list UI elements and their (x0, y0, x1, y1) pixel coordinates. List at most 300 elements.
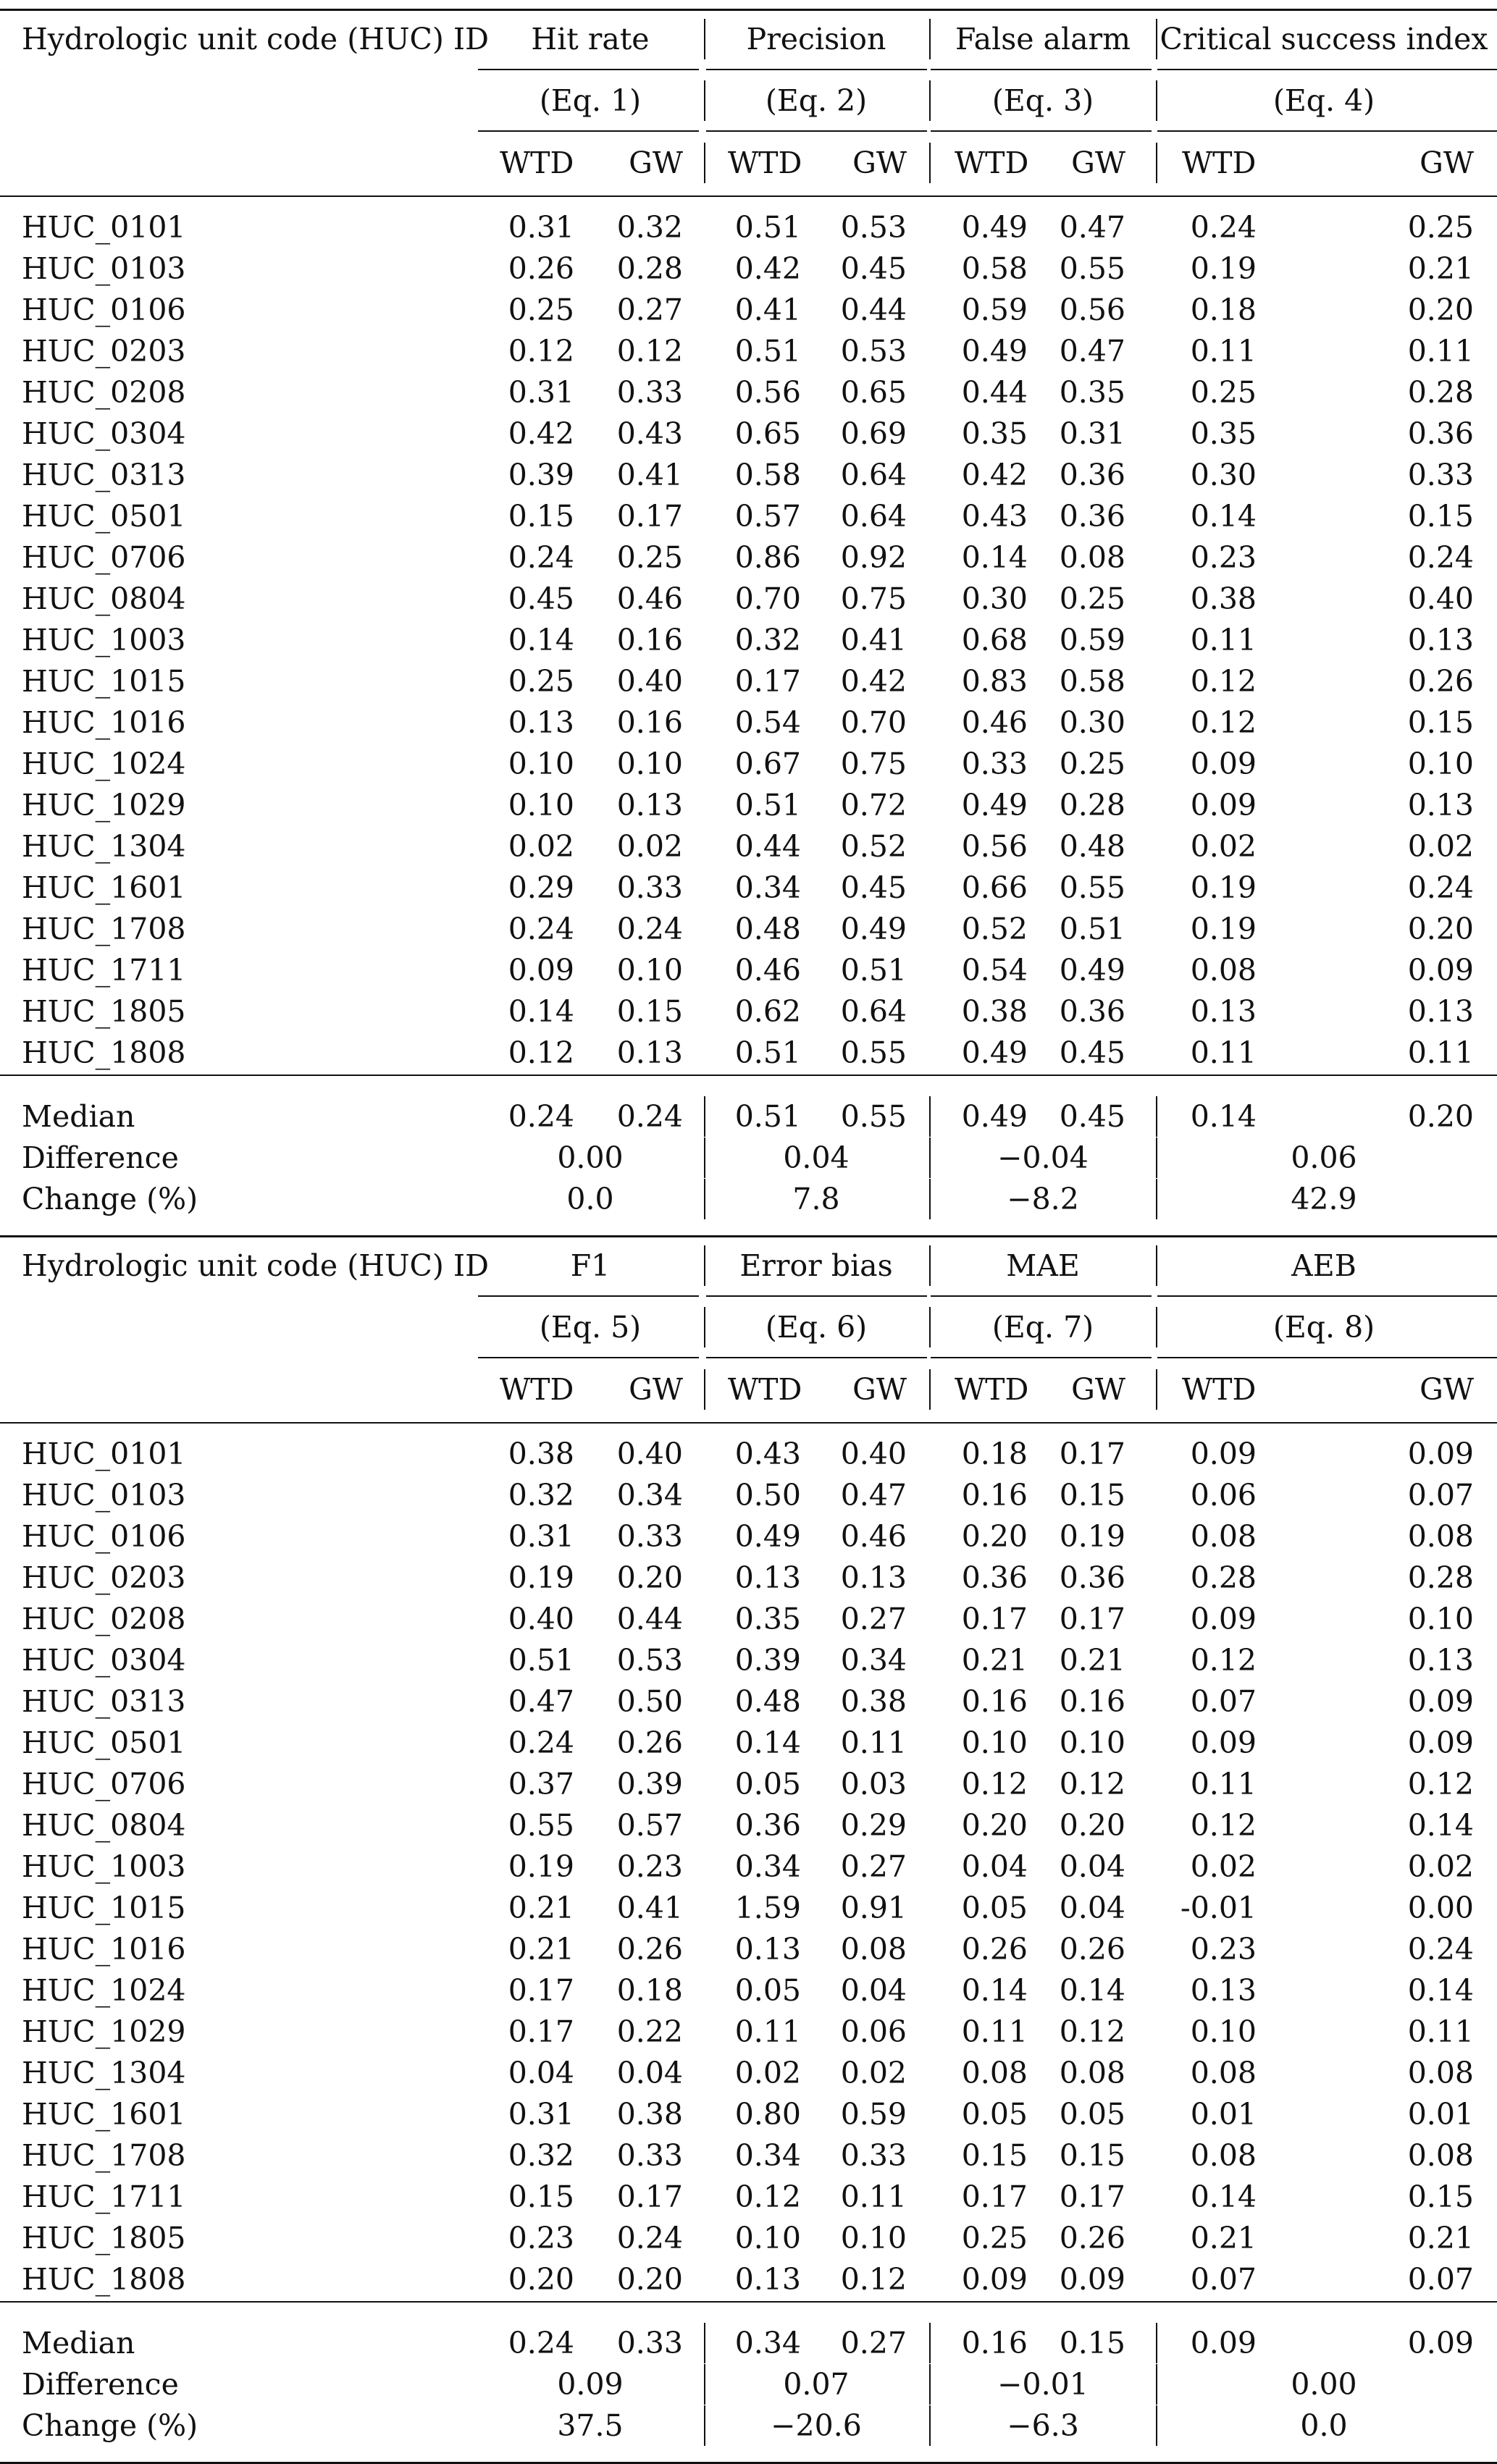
metric-value-cell: 0.33 (616, 870, 683, 905)
column-divider (1156, 143, 1157, 183)
metric-value-cell: 0.53 (840, 210, 907, 245)
metric-value-cell: 0.59 (840, 2097, 907, 2132)
equation-reference: (Eq. 4) (1272, 83, 1375, 118)
metric-value-cell: 0.40 (1407, 581, 1474, 616)
metric-value-cell: 0.12 (508, 1035, 574, 1070)
metric-value-cell: 0.02 (508, 829, 574, 864)
metric-value-cell: 0.57 (616, 1808, 683, 1843)
metric-value-cell: 0.08 (1190, 953, 1257, 988)
wtd-column-header: WTD (500, 146, 574, 180)
metric-value-cell: 0.21 (508, 1932, 574, 1967)
metric-value-cell: 0.26 (1059, 1932, 1125, 1967)
metric-value-cell: 0.33 (616, 2138, 683, 2173)
huc-id-cell: HUC_0304 (22, 416, 186, 451)
metric-value-cell: 0.14 (1407, 1973, 1474, 2008)
metric-value-cell: 0.10 (616, 747, 683, 781)
id-column-header: Hydrologic unit code (HUC) ID (22, 1248, 489, 1283)
equation-reference: (Eq. 7) (991, 1310, 1094, 1345)
column-divider (1156, 80, 1157, 121)
metric-value-cell: 0.27 (840, 1602, 907, 1636)
metric-value-cell: 0.20 (508, 2262, 574, 2297)
metric-value-cell: 0.40 (616, 1437, 683, 1471)
equation-underline-rule (931, 130, 1152, 132)
metric-value-cell: 0.08 (1190, 2138, 1257, 2173)
metric-value-cell: 0.65 (734, 416, 801, 451)
metric-value-cell: 0.38 (508, 1437, 574, 1471)
metric-value-cell: 0.20 (1407, 293, 1474, 327)
change-label: Change (%) (22, 2408, 198, 2443)
column-divider (704, 1179, 705, 1219)
huc-id-cell: HUC_1003 (22, 623, 186, 657)
metric-value-cell: 0.19 (1190, 870, 1257, 905)
metric-value-cell: 0.38 (961, 994, 1028, 1029)
metric-value-cell: 0.46 (734, 953, 801, 988)
change-value-cell: 7.8 (792, 1182, 840, 1216)
metric-value-cell: 0.33 (616, 375, 683, 410)
metric-value-cell: 0.92 (840, 540, 907, 575)
metric-value-cell: 0.51 (1059, 912, 1125, 946)
huc-id-cell: HUC_0313 (22, 1684, 186, 1719)
metric-value-cell: 0.42 (734, 251, 801, 286)
metric-value-cell: 0.04 (508, 2056, 574, 2090)
metric-value-cell: 0.20 (1407, 912, 1474, 946)
metric-value-cell: 0.08 (1190, 1519, 1257, 1554)
metric-value-cell: 0.20 (1059, 1808, 1125, 1843)
metric-value-cell: 0.35 (1190, 416, 1257, 451)
column-divider (929, 80, 931, 121)
gw-column-header: GW (1071, 1372, 1125, 1407)
huc-id-cell: HUC_1711 (22, 953, 186, 988)
metric-value-cell: 0.15 (508, 499, 574, 534)
metric-value-cell: 0.09 (1190, 747, 1257, 781)
metric-value-cell: 0.28 (1407, 375, 1474, 410)
metric-value-cell: 0.14 (1190, 2179, 1257, 2214)
huc-id-cell: HUC_1029 (22, 2014, 186, 2049)
metric-value-cell: 0.46 (616, 581, 683, 616)
metric-group-header: False alarm (955, 22, 1131, 56)
metric-value-cell: 0.12 (734, 2179, 801, 2214)
metric-value-cell: 0.29 (508, 870, 574, 905)
metric-value-cell: 0.02 (734, 2056, 801, 2090)
metric-value-cell: 0.83 (961, 664, 1028, 699)
metric-value-cell: 0.56 (961, 829, 1028, 864)
metric-value-cell: 0.26 (1407, 664, 1474, 699)
metric-value-cell: 0.48 (734, 912, 801, 946)
metric-value-cell: 0.09 (1407, 953, 1474, 988)
metric-value-cell: 0.12 (1190, 1643, 1257, 1678)
metric-value-cell: 0.30 (1190, 458, 1257, 492)
metric-value-cell: 0.44 (616, 1602, 683, 1636)
metric-value-cell: 0.64 (840, 499, 907, 534)
difference-value-cell: −0.01 (997, 2367, 1089, 2402)
huc-id-cell: HUC_0101 (22, 210, 186, 245)
metric-value-cell: 0.12 (1059, 1767, 1125, 1801)
metric-value-cell: 0.24 (1407, 1932, 1474, 1967)
equation-reference: (Eq. 6) (765, 1310, 868, 1345)
change-value-cell: −20.6 (771, 2408, 862, 2443)
column-divider (1156, 2364, 1157, 2405)
metric-value-cell: 0.05 (734, 1767, 801, 1801)
metric-value-cell: 0.47 (840, 1478, 907, 1513)
metric-value-cell: -0.01 (1180, 1891, 1257, 1925)
metric-value-cell: 0.17 (616, 2179, 683, 2214)
metric-value-cell: 0.56 (1059, 293, 1125, 327)
metric-value-cell: 0.12 (616, 334, 683, 369)
huc-id-cell: HUC_1015 (22, 664, 186, 699)
metric-value-cell: 0.13 (840, 1560, 907, 1595)
huc-id-cell: HUC_0501 (22, 499, 186, 534)
difference-label: Difference (22, 1140, 179, 1175)
metric-value-cell: 0.75 (840, 747, 907, 781)
metric-value-cell: 0.40 (616, 664, 683, 699)
metric-value-cell: 0.38 (1190, 581, 1257, 616)
metric-value-cell: 0.05 (734, 1973, 801, 2008)
huc-id-cell: HUC_0501 (22, 1725, 186, 1760)
summary-top-rule (0, 1075, 1497, 1076)
metric-value-cell: 0.30 (1059, 705, 1125, 740)
column-divider (929, 2364, 931, 2405)
metric-value-cell: 0.15 (1407, 2179, 1474, 2214)
metric-group-header: Error bias (739, 1248, 893, 1283)
metric-value-cell: 0.70 (734, 581, 801, 616)
change-value-cell: 0.0 (1300, 2408, 1348, 2443)
metric-value-cell: 0.07 (1190, 1684, 1257, 1719)
metric-value-cell: 0.15 (1059, 2138, 1125, 2173)
change-value-cell: 37.5 (557, 2408, 624, 2443)
metric-value-cell: 0.26 (1059, 2221, 1125, 2255)
metric-value-cell: 0.37 (508, 1767, 574, 1801)
metric-value-cell: 0.15 (1407, 705, 1474, 740)
huc-id-cell: HUC_0203 (22, 1560, 186, 1595)
huc-id-cell: HUC_1015 (22, 1891, 186, 1925)
metric-value-cell: 0.40 (508, 1602, 574, 1636)
metric-value-cell: 0.11 (1190, 1035, 1257, 1070)
metric-value-cell: 0.58 (734, 458, 801, 492)
metric-value-cell: 0.46 (840, 1519, 907, 1554)
metric-value-cell: 0.12 (1059, 2014, 1125, 2049)
metric-value-cell: 0.34 (734, 1849, 801, 1884)
metric-value-cell: 0.19 (508, 1560, 574, 1595)
metric-value-cell: 0.42 (840, 664, 907, 699)
metric-value-cell: 0.86 (734, 540, 801, 575)
huc-id-cell: HUC_0106 (22, 1519, 186, 1554)
metric-value-cell: 0.13 (1407, 994, 1474, 1029)
metric-value-cell: 0.54 (734, 705, 801, 740)
huc-id-cell: HUC_1024 (22, 1973, 186, 2008)
metric-value-cell: 0.28 (1190, 1560, 1257, 1595)
column-divider (704, 1369, 705, 1410)
huc-id-cell: HUC_1805 (22, 994, 186, 1029)
column-divider (929, 2405, 931, 2446)
metric-value-cell: 0.59 (1059, 623, 1125, 657)
metric-value-cell: 0.01 (1190, 2097, 1257, 2132)
metric-value-cell: 0.25 (1190, 375, 1257, 410)
huc-id-cell: HUC_0103 (22, 1478, 186, 1513)
huc-id-cell: HUC_0203 (22, 334, 186, 369)
metric-value-cell: 0.08 (1059, 2056, 1125, 2090)
huc-id-cell: HUC_1708 (22, 912, 186, 946)
difference-value-cell: 0.06 (1291, 1140, 1357, 1175)
metric-value-cell: 0.49 (961, 1035, 1028, 1070)
column-divider (1156, 19, 1157, 59)
metric-value-cell: 0.39 (508, 458, 574, 492)
gw-column-header: GW (629, 146, 683, 180)
metric-value-cell: 0.10 (1190, 2014, 1257, 2049)
metric-value-cell: 0.11 (840, 2179, 907, 2214)
metric-value-cell: 0.13 (734, 2262, 801, 2297)
metric-value-cell: 0.31 (508, 210, 574, 245)
wtd-column-header: WTD (728, 146, 802, 180)
metric-value-cell: 0.46 (961, 705, 1028, 740)
metric-value-cell: 0.15 (616, 994, 683, 1029)
metric-value-cell: 0.36 (734, 1808, 801, 1843)
metric-value-cell: 0.36 (1407, 416, 1474, 451)
metric-value-cell: 1.59 (734, 1891, 801, 1925)
median-value-cell: 0.55 (840, 1099, 907, 1134)
metric-value-cell: 0.55 (1059, 251, 1125, 286)
metric-value-cell: 0.35 (1059, 375, 1125, 410)
column-divider (1156, 1245, 1157, 1286)
metric-value-cell: 0.33 (840, 2138, 907, 2173)
metric-value-cell: 0.12 (1190, 1808, 1257, 1843)
metric-group-header: Critical success index (1160, 22, 1488, 56)
metric-value-cell: 0.49 (961, 334, 1028, 369)
metric-value-cell: 0.17 (508, 1973, 574, 2008)
metric-value-cell: 0.36 (961, 1560, 1028, 1595)
metric-value-cell: 0.45 (840, 251, 907, 286)
equation-underline-rule (706, 1357, 927, 1358)
group-underline-rule (478, 1295, 699, 1297)
equation-underline-rule (706, 130, 927, 132)
metric-value-cell: 0.41 (840, 623, 907, 657)
metric-value-cell: 0.01 (1407, 2097, 1474, 2132)
metric-value-cell: 0.17 (961, 1602, 1028, 1636)
huc-id-cell: HUC_1024 (22, 747, 186, 781)
metric-value-cell: 0.24 (508, 1725, 574, 1760)
metric-value-cell: 0.41 (734, 293, 801, 327)
median-value-cell: 0.09 (1190, 2326, 1257, 2360)
metric-value-cell: 0.08 (1407, 2138, 1474, 2173)
metric-value-cell: 0.13 (616, 1035, 683, 1070)
metric-value-cell: 0.25 (616, 540, 683, 575)
metric-value-cell: 0.04 (961, 1849, 1028, 1884)
metric-value-cell: 0.09 (508, 953, 574, 988)
metric-value-cell: 0.44 (734, 829, 801, 864)
gw-column-header: GW (629, 1372, 683, 1407)
metric-value-cell: 0.14 (1190, 499, 1257, 534)
metric-value-cell: 0.48 (734, 1684, 801, 1719)
gw-column-header: GW (852, 1372, 907, 1407)
metric-value-cell: 0.00 (1407, 1891, 1474, 1925)
metric-value-cell: 0.21 (1407, 251, 1474, 286)
column-divider (929, 1138, 931, 1178)
metric-value-cell: 0.06 (1190, 1478, 1257, 1513)
metric-value-cell: 0.56 (734, 375, 801, 410)
group-underline-rule (1157, 69, 1497, 70)
column-divider (929, 143, 931, 183)
metric-value-cell: 0.33 (1407, 458, 1474, 492)
metric-value-cell: 0.13 (616, 788, 683, 823)
huc-id-cell: HUC_1304 (22, 2056, 186, 2090)
metric-value-cell: 0.31 (508, 1519, 574, 1554)
difference-value-cell: 0.00 (557, 1140, 624, 1175)
metric-value-cell: 0.24 (508, 540, 574, 575)
column-divider (704, 143, 705, 183)
metric-value-cell: 0.47 (508, 1684, 574, 1719)
metric-value-cell: 0.26 (616, 1932, 683, 1967)
id-column-header: Hydrologic unit code (HUC) ID (22, 22, 489, 56)
metric-value-cell: 0.11 (734, 2014, 801, 2049)
metric-value-cell: 0.49 (1059, 953, 1125, 988)
median-label: Median (22, 1099, 135, 1134)
metric-group-header: MAE (1006, 1248, 1080, 1283)
metric-value-cell: 0.66 (961, 870, 1028, 905)
metric-value-cell: 0.06 (840, 2014, 907, 2049)
metric-value-cell: 0.13 (1190, 994, 1257, 1029)
column-divider (704, 1096, 705, 1137)
equation-reference: (Eq. 8) (1272, 1310, 1375, 1345)
metric-value-cell: 0.17 (734, 664, 801, 699)
equation-reference: (Eq. 5) (539, 1310, 642, 1345)
huc-id-cell: HUC_1601 (22, 870, 186, 905)
metric-value-cell: 0.28 (1407, 1560, 1474, 1595)
metric-value-cell: 0.02 (840, 2056, 907, 2090)
metric-value-cell: 0.44 (961, 375, 1028, 410)
metric-value-cell: 0.04 (1059, 1849, 1125, 1884)
median-value-cell: 0.14 (1190, 1099, 1257, 1134)
column-divider (704, 1307, 705, 1347)
huc-id-cell: HUC_0313 (22, 458, 186, 492)
metric-value-cell: 0.05 (1059, 2097, 1125, 2132)
metric-value-cell: 0.32 (508, 2138, 574, 2173)
huc-id-cell: HUC_0101 (22, 1437, 186, 1471)
gw-column-header: GW (1071, 146, 1125, 180)
metric-value-cell: 0.50 (734, 1478, 801, 1513)
median-value-cell: 0.16 (961, 2326, 1028, 2360)
median-value-cell: 0.45 (1059, 1099, 1125, 1134)
metric-value-cell: 0.12 (508, 334, 574, 369)
group-underline-rule (706, 69, 927, 70)
metric-value-cell: 0.44 (840, 293, 907, 327)
metric-value-cell: 0.70 (840, 705, 907, 740)
metric-value-cell: 0.80 (734, 2097, 801, 2132)
metric-value-cell: 0.51 (734, 210, 801, 245)
metric-value-cell: 0.65 (840, 375, 907, 410)
huc-id-cell: HUC_0804 (22, 581, 186, 616)
huc-id-cell: HUC_1029 (22, 788, 186, 823)
metric-value-cell: 0.07 (1407, 1478, 1474, 1513)
metric-value-cell: 0.24 (1407, 540, 1474, 575)
median-value-cell: 0.27 (840, 2326, 907, 2360)
column-divider (929, 1307, 931, 1347)
metric-value-cell: 0.10 (508, 788, 574, 823)
metric-value-cell: 0.23 (508, 2221, 574, 2255)
metric-value-cell: 0.52 (961, 912, 1028, 946)
huc-id-cell: HUC_1808 (22, 2262, 186, 2297)
metric-value-cell: 0.18 (616, 1973, 683, 2008)
huc-id-cell: HUC_1304 (22, 829, 186, 864)
metric-value-cell: 0.42 (961, 458, 1028, 492)
metric-value-cell: 0.27 (616, 293, 683, 327)
huc-id-cell: HUC_0706 (22, 1767, 186, 1801)
metric-value-cell: 0.08 (1059, 540, 1125, 575)
table-top-rule (0, 9, 1497, 11)
metric-value-cell: 0.41 (616, 458, 683, 492)
metric-value-cell: 0.55 (840, 1035, 907, 1070)
gw-column-header: GW (1420, 146, 1474, 180)
metric-value-cell: 0.47 (1059, 210, 1125, 245)
column-divider (929, 1096, 931, 1137)
metric-value-cell: 0.13 (508, 705, 574, 740)
column-divider (704, 1138, 705, 1178)
column-divider (929, 1179, 931, 1219)
metric-value-cell: 0.14 (1407, 1808, 1474, 1843)
metric-value-cell: 0.25 (961, 2221, 1028, 2255)
metric-value-cell: 0.31 (508, 2097, 574, 2132)
metric-value-cell: 0.07 (1190, 2262, 1257, 2297)
metric-value-cell: 0.48 (1059, 829, 1125, 864)
huc-id-cell: HUC_0208 (22, 375, 186, 410)
metric-value-cell: 0.10 (1059, 1725, 1125, 1760)
metric-value-cell: 0.08 (1190, 2056, 1257, 2090)
huc-id-cell: HUC_1003 (22, 1849, 186, 1884)
metric-value-cell: 0.12 (1190, 664, 1257, 699)
metric-value-cell: 0.31 (508, 375, 574, 410)
column-divider (1156, 2405, 1157, 2446)
metric-value-cell: 0.64 (840, 458, 907, 492)
metric-value-cell: 0.53 (616, 1643, 683, 1678)
metric-value-cell: 0.21 (1407, 2221, 1474, 2255)
metric-value-cell: 0.17 (961, 2179, 1028, 2214)
metric-value-cell: 0.19 (1190, 912, 1257, 946)
metric-value-cell: 0.28 (1059, 788, 1125, 823)
group-underline-rule (931, 1295, 1152, 1297)
metric-value-cell: 0.14 (961, 540, 1028, 575)
difference-label: Difference (22, 2367, 179, 2402)
metric-value-cell: 0.09 (1407, 1725, 1474, 1760)
median-value-cell: 0.33 (616, 2326, 683, 2360)
metric-value-cell: 0.26 (616, 1725, 683, 1760)
huc-id-cell: HUC_0103 (22, 251, 186, 286)
metric-value-cell: 0.40 (840, 1437, 907, 1471)
metric-value-cell: 0.68 (961, 623, 1028, 657)
metric-value-cell: 0.23 (1190, 540, 1257, 575)
huc-id-cell: HUC_0804 (22, 1808, 186, 1843)
median-value-cell: 0.49 (961, 1099, 1028, 1134)
metric-value-cell: 0.45 (1059, 1035, 1125, 1070)
huc-id-cell: HUC_1016 (22, 1932, 186, 1967)
metric-value-cell: 0.55 (1059, 870, 1125, 905)
metric-value-cell: 0.21 (1059, 1643, 1125, 1678)
metric-value-cell: 0.13 (1407, 1643, 1474, 1678)
metric-value-cell: 0.17 (508, 2014, 574, 2049)
metric-value-cell: 0.54 (961, 953, 1028, 988)
metric-value-cell: 0.49 (734, 1519, 801, 1554)
metric-value-cell: 0.13 (1407, 623, 1474, 657)
metric-value-cell: 0.09 (1059, 2262, 1125, 2297)
metric-value-cell: 0.23 (616, 1849, 683, 1884)
metric-value-cell: 0.12 (840, 2262, 907, 2297)
metric-value-cell: 0.55 (508, 1808, 574, 1843)
metric-value-cell: 0.08 (840, 1932, 907, 1967)
metric-value-cell: 0.21 (1190, 2221, 1257, 2255)
metric-value-cell: 0.49 (961, 788, 1028, 823)
metric-value-cell: 0.04 (616, 2056, 683, 2090)
column-divider (1156, 1096, 1157, 1137)
metric-value-cell: 0.08 (1407, 2056, 1474, 2090)
wtd-column-header: WTD (500, 1372, 574, 1407)
metric-value-cell: 0.25 (508, 664, 574, 699)
